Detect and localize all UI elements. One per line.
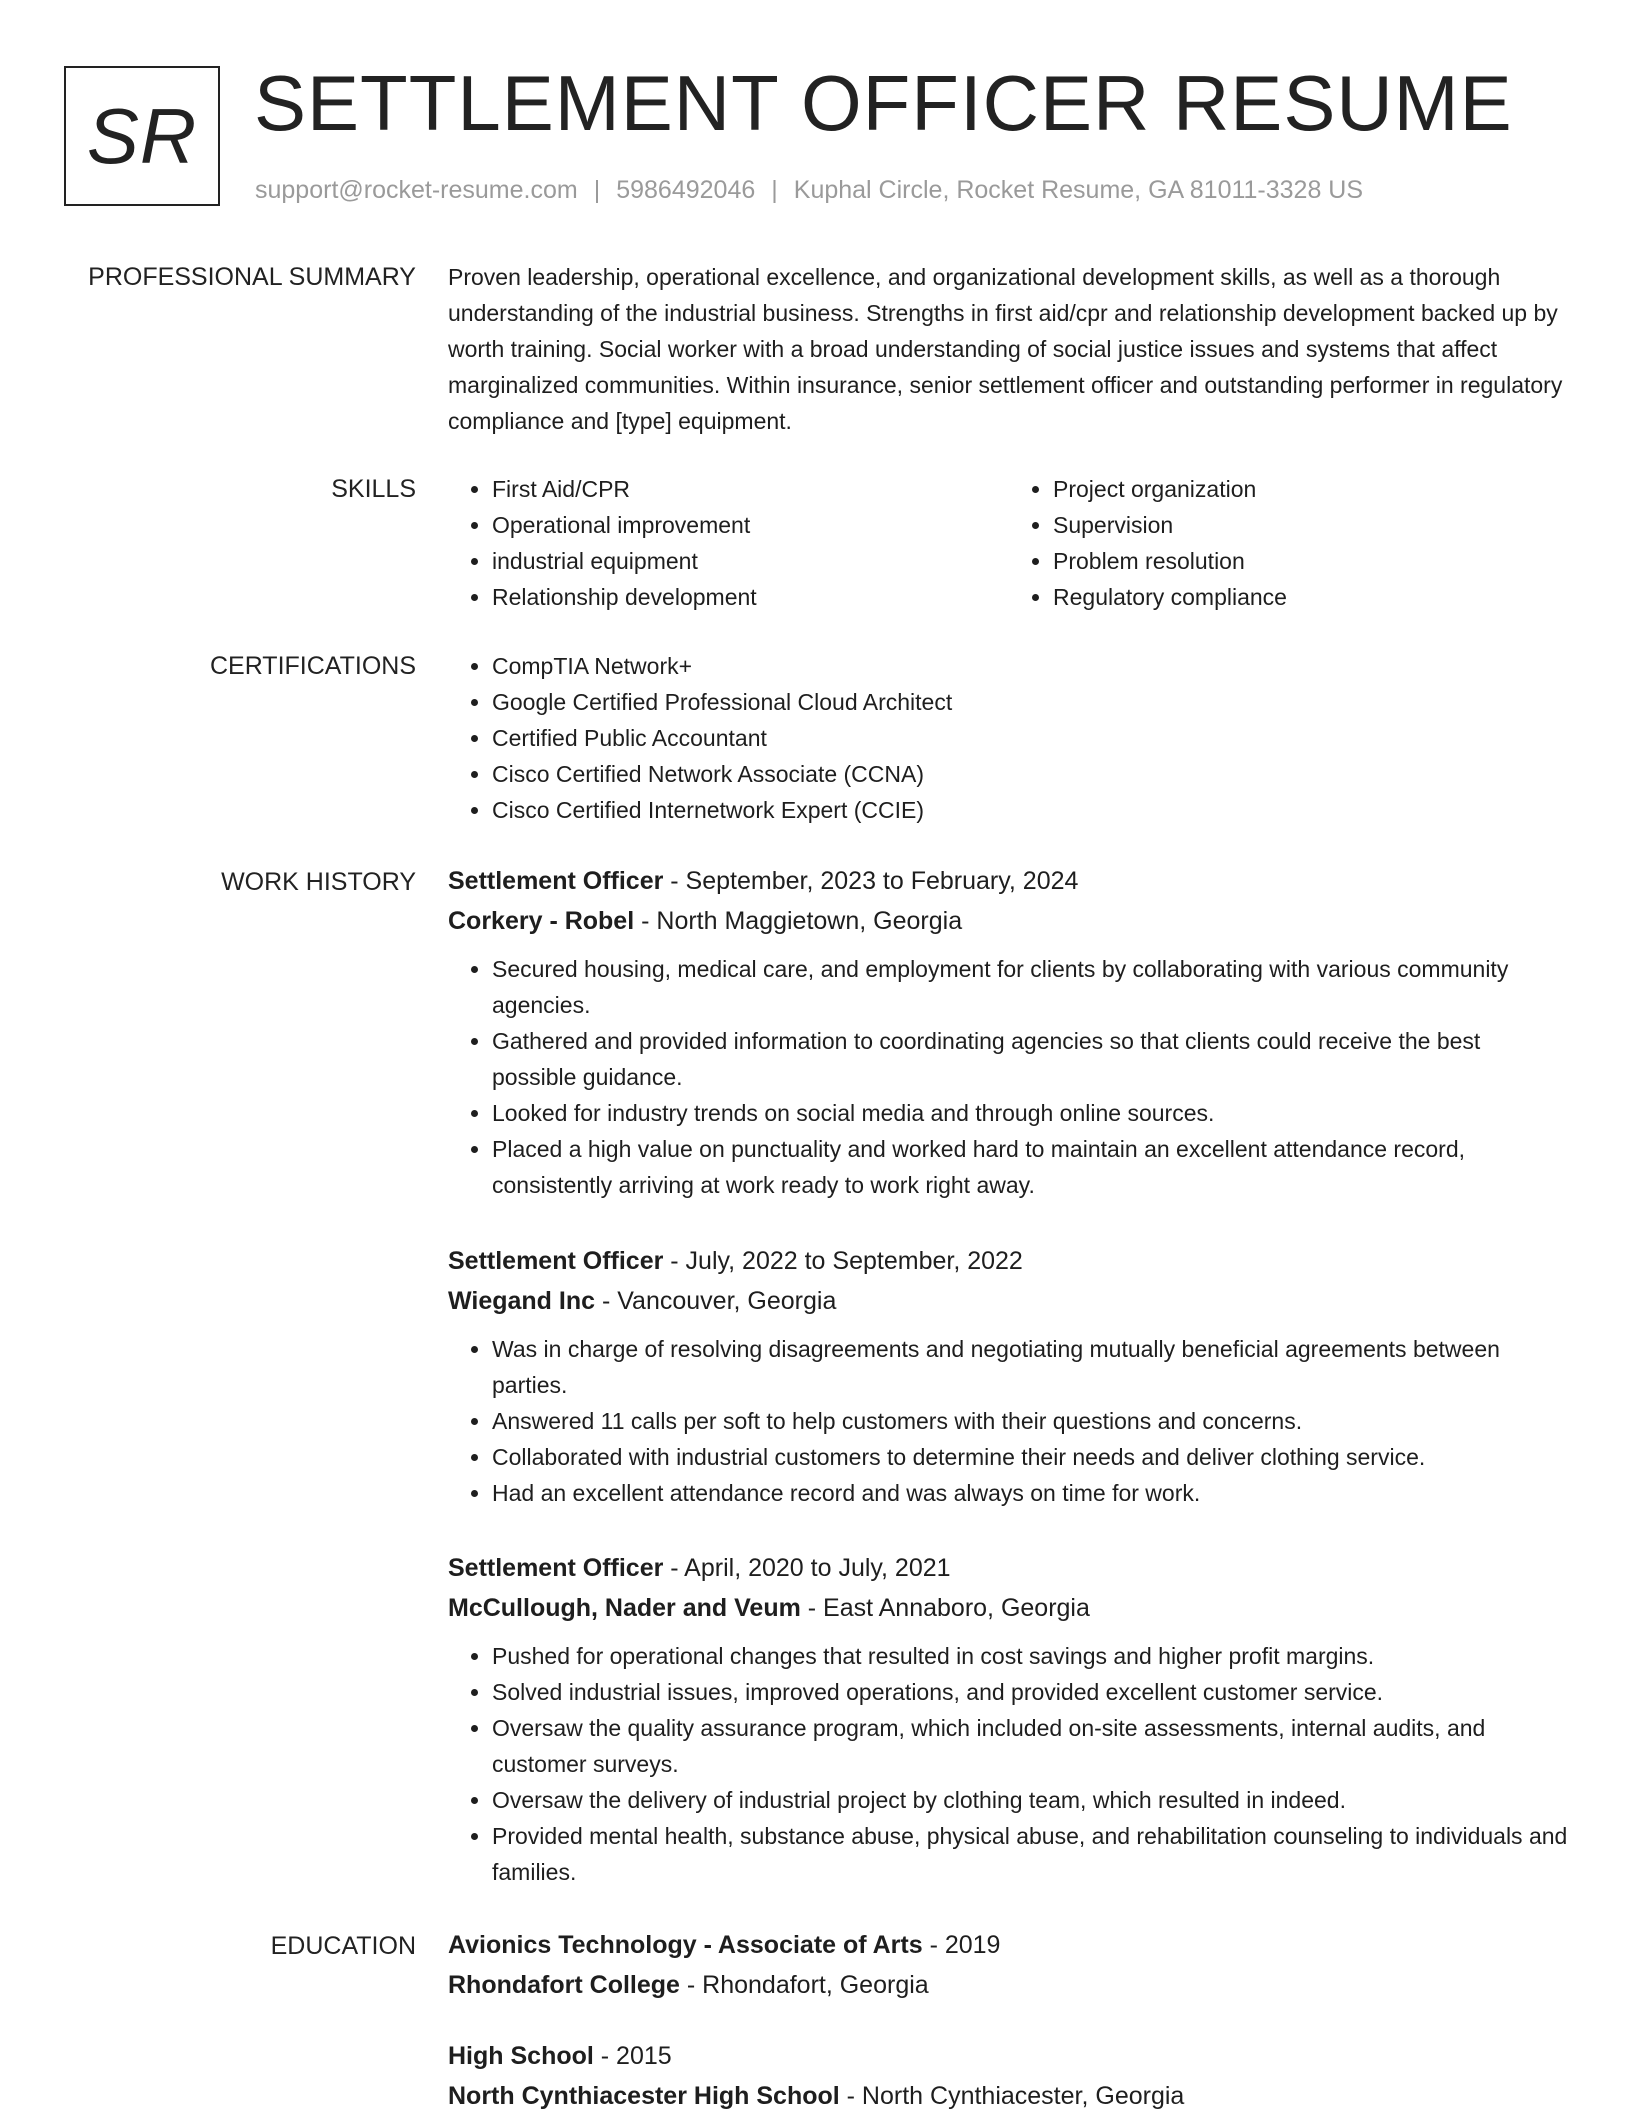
contact-separator: |	[771, 176, 778, 204]
skill-item: • Supervision	[1053, 507, 1570, 543]
job-role: Settlement Officer	[448, 1247, 664, 1275]
job-bullets	[448, 1638, 1570, 1890]
job-bullet: • Oversaw the quality assurance program, which included on-site assessments, internal audits, and customer surveys.	[492, 1710, 1570, 1782]
section-title-education: EDUCATION	[270, 1932, 416, 1960]
job-title-line	[448, 1241, 1570, 1281]
skill-item: • industrial equipment	[492, 543, 1009, 579]
job-company-line	[448, 1281, 1570, 1321]
job-bullets	[448, 951, 1570, 1203]
contact-phone: 5986492046	[616, 176, 756, 204]
skill-item: • Problem resolution	[1053, 543, 1570, 579]
job-dates: - April, 2020 to July, 2021	[663, 1554, 951, 1582]
job-bullet: • Pushed for operational changes that resulted in cost savings and higher profit margins.	[492, 1638, 1570, 1674]
job-bullet: • Solved industrial issues, improved operations, and provided excellent customer service.	[492, 1674, 1570, 1710]
job-company-line	[448, 901, 1570, 941]
education-school-line	[448, 1965, 1570, 2005]
job-company-line	[448, 1588, 1570, 1628]
job-bullet: • Had an excellent attendance record and was always on time for work.	[492, 1475, 1570, 1511]
education-school: Rhondafort College	[448, 1971, 680, 1999]
job-company: Corkery - Robel	[448, 907, 635, 935]
contact-email: support@rocket-resume.com	[255, 176, 578, 204]
job-bullet: • Oversaw the delivery of industrial project by clothing team, which resulted in indeed.	[492, 1782, 1570, 1818]
job-bullets	[448, 1331, 1570, 1511]
education-location: - Rhondafort, Georgia	[679, 1971, 929, 1999]
job-bullet: • Gathered and provided information to coordinating agencies so that clients could receive the best possible guidance.	[492, 1023, 1570, 1095]
contact-separator: |	[593, 176, 601, 204]
skill-item: • Operational improvement	[492, 507, 1009, 543]
certification-item: • Cisco Certified Network Associate (CCNA)	[492, 756, 1570, 792]
certification-item: • Google Certified Professional Cloud Architect	[492, 684, 1570, 720]
job-location: - North Maggietown, Georgia	[634, 907, 963, 935]
education-degree: High School	[448, 2042, 594, 2070]
job-bullet: • Collaborated with industrial customers to determine their needs and deliver clothing service.	[492, 1439, 1570, 1475]
education-year: - 2019	[922, 1931, 1001, 1959]
job-dates: - July, 2022 to September, 2022	[663, 1247, 1023, 1275]
certification-item: • Certified Public Accountant	[492, 720, 1570, 756]
job-bullet: • Looked for industry trends on social media and through online sources.	[492, 1095, 1570, 1131]
skills-list-left	[448, 471, 1009, 615]
job-bullet: • Provided mental health, substance abuse, physical abuse, and rehabilitation counseling to individuals and families.	[492, 1818, 1570, 1890]
job-role: Settlement Officer	[448, 867, 664, 895]
certification-item: • Cisco Certified Internetwork Expert (CCIE)	[492, 792, 1570, 828]
skill-item: • Project organization	[1053, 471, 1570, 507]
education-location: - North Cynthiacester, Georgia	[839, 2082, 1185, 2110]
certifications-list	[448, 648, 1570, 828]
section-title-summary: PROFESSIONAL SUMMARY	[88, 263, 416, 291]
section-title-certifications: CERTIFICATIONS	[209, 652, 416, 680]
education-school: North Cynthiacester High School	[448, 2082, 840, 2110]
job-location: - East Annaboro, Georgia	[800, 1594, 1090, 1622]
skills-list-right	[1009, 471, 1570, 615]
section-title-skills: SKILLS	[331, 475, 416, 503]
education-degree-line	[448, 1925, 1570, 1965]
job-title-line	[448, 1548, 1570, 1588]
contact-address: Kuphal Circle, Rocket Resume, GA 81011-3328 US	[793, 176, 1364, 204]
job-bullet: • Was in charge of resolving disagreements and negotiating mutually beneficial agreements between parties.	[492, 1331, 1570, 1403]
education-degree: Avionics Technology - Associate of Arts	[448, 1931, 923, 1959]
monogram-logo: SR	[64, 66, 220, 206]
job-company: Wiegand Inc	[448, 1287, 596, 1315]
contact-line	[255, 176, 1363, 205]
skill-item: • First Aid/CPR	[492, 471, 1009, 507]
job-title-line	[448, 861, 1570, 901]
education-school-line	[448, 2076, 1570, 2116]
page-title: SETTLEMENT OFFICER RESUME	[254, 59, 1513, 147]
job-dates: - September, 2023 to February, 2024	[663, 867, 1079, 895]
summary-text: Proven leadership, operational excellence, and organizational development skills, as well as a thorough understanding of the industrial business. Strengths in first aid/cpr and relationship development backed up by worth training. Social worker with a broad understanding of social justice issues and systems that affect marginalized communities. Within insurance, senior settlement officer and outstanding performer in regulatory compliance and [type] equipment.	[448, 264, 1563, 434]
education-year: - 2015	[593, 2042, 672, 2070]
job-location: - Vancouver, Georgia	[595, 1287, 837, 1315]
certification-item: • CompTIA Network+	[492, 648, 1570, 684]
skill-item: • Regulatory compliance	[1053, 579, 1570, 615]
job-bullet: • Placed a high value on punctuality and worked hard to maintain an excellent attendance record, consistently arriving at work ready to work right away.	[492, 1131, 1570, 1203]
job-role: Settlement Officer	[448, 1554, 664, 1582]
job-bullet: • Secured housing, medical care, and employment for clients by collaborating with various community agencies.	[492, 951, 1570, 1023]
skill-item: • Relationship development	[492, 579, 1009, 615]
education-degree-line	[448, 2036, 1570, 2076]
job-company: McCullough, Nader and Veum	[448, 1594, 801, 1622]
job-bullet: • Answered 11 calls per soft to help customers with their questions and concerns.	[492, 1403, 1570, 1439]
section-title-work-history: WORK HISTORY	[221, 868, 416, 896]
